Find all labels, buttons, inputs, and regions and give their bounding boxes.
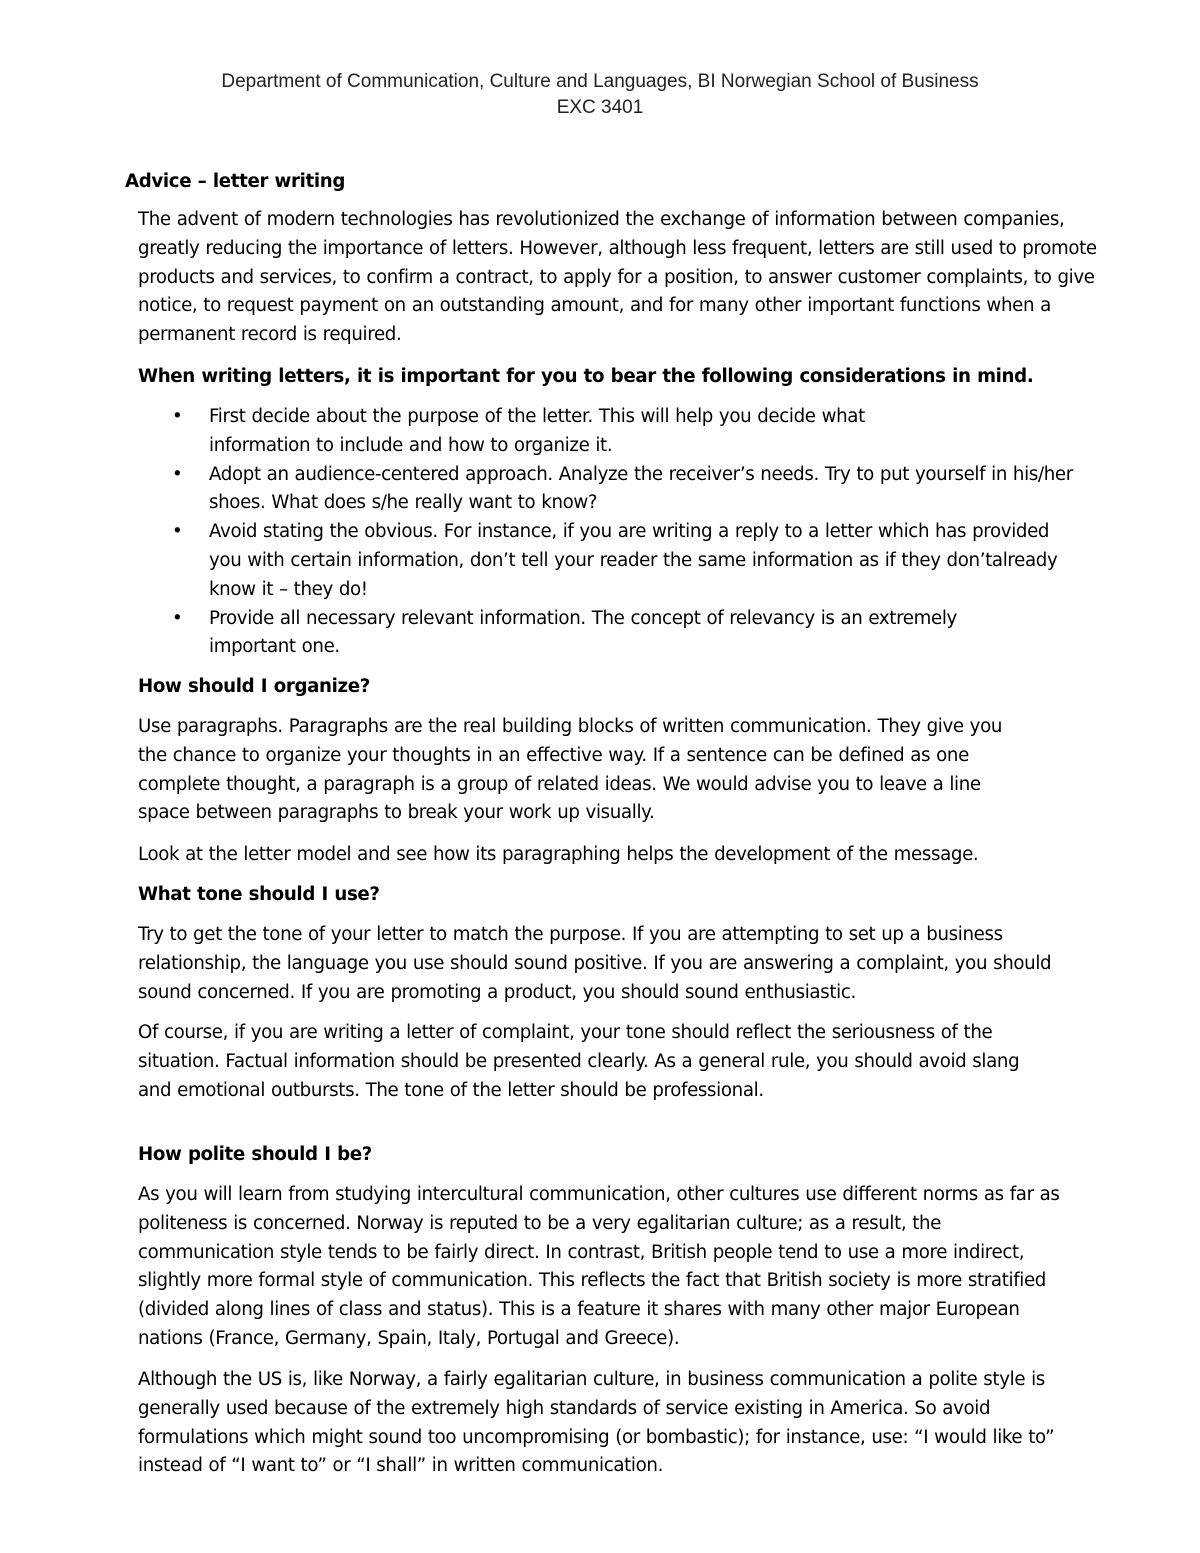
organize-paragraph-2: Look at the letter model and see how its paragraphing helps the development of the message. xyxy=(138,844,979,865)
document-title: Advice – letter writing xyxy=(125,171,346,192)
page-header-course-code: EXC 3401 xyxy=(556,97,644,118)
list-item: • Adopt an audience-centered approach. Analyze the receiver’s needs. Try to put yourself in his/her shoes. What does s/he really want to know? xyxy=(138,461,1098,519)
list-item: • Avoid stating the obvious. For instance, if you are writing a reply to a letter which has provided you with certain information, don’t tell your reader the same information as if they don’talready know it – they do! xyxy=(138,518,1098,604)
polite-paragraph-1: As you will learn from studying intercultural communication, other cultures use different norms as far as politeness is concerned. Norway is reputed to be a very egalitarian culture; as a result, the communication style tends to be fairly direct. In contrast, British people tend to use a more indirect, slightly more formal style of communication. This reflects the fact that British society is more stratified (divided along lines of class and status). This is a feature it shares with many other major European nations (France, Germany, Spain, Italy, Portugal and Greece). xyxy=(138,1184,1060,1349)
list-item: • First decide about the purpose of the letter. This will help you decide what information to include and how to organize it. xyxy=(138,403,1098,461)
polite-paragraph-2: Although the US is, like Norway, a fairly egalitarian culture, in business communication a polite style is generally used because of the extremely high standards of service existing in America. So avoid formulations which might sound too uncompromising (or bombastic); for instance, use: “I would like to” instead of “I want to” or “I shall” in written communication. xyxy=(138,1369,1055,1477)
tone-paragraph-1: Try to get the tone of your letter to match the purpose. If you are attempting to set up a business relationship, the language you use should sound positive. If you are answering a complaint, you should sound concerned. If you are promoting a product, you should sound enthusiastic. xyxy=(138,924,1052,1003)
polite-heading: How polite should I be? xyxy=(138,1144,372,1165)
organize-paragraph-1: Use paragraphs. Paragraphs are the real building blocks of written communication. They give you the chance to organize your thoughts in an effective way. If a sentence can be defined as one complete thought, a paragraph is a group of related ideas. We would advise you to leave a line space between paragraphs to break your work up visually. xyxy=(138,716,1003,824)
bullet-icon: • xyxy=(172,607,183,629)
organize-heading: How should I organize? xyxy=(138,676,370,697)
tone-paragraph-2: Of course, if you are writing a letter of complaint, your tone should reflect the seriousness of the situation. Factual information should be presented clearly. As a general rule, you should avoid slang and emotional outbursts. The tone of the letter should be professional. xyxy=(138,1022,1020,1101)
bullet-icon: • xyxy=(172,406,183,427)
bullet-icon: • xyxy=(172,521,183,543)
considerations-heading: When writing letters, it is important for you to bear the following considerations in mind. xyxy=(138,366,1034,387)
intro-paragraph: The advent of modern technologies has revolutionized the exchange of information between companies, greatly reducing the importance of letters. However, although less frequent, letters are still used to promote products and services, to confirm a contract, to apply for a position, to answer customer complaints, to give notice, to request payment on an outstanding amount, and for many other important functions when a permanent record is required. xyxy=(138,209,1097,346)
tone-heading: What tone should I use? xyxy=(138,884,380,905)
list-item: • Provide all necessary relevant information. The concept of relevancy is an extremely important one. xyxy=(138,605,1098,663)
bullet-icon: • xyxy=(172,463,183,485)
considerations-list xyxy=(138,403,1098,662)
page-header-institution: Department of Communication, Culture and Languages, BI Norwegian School of Business xyxy=(221,71,979,92)
